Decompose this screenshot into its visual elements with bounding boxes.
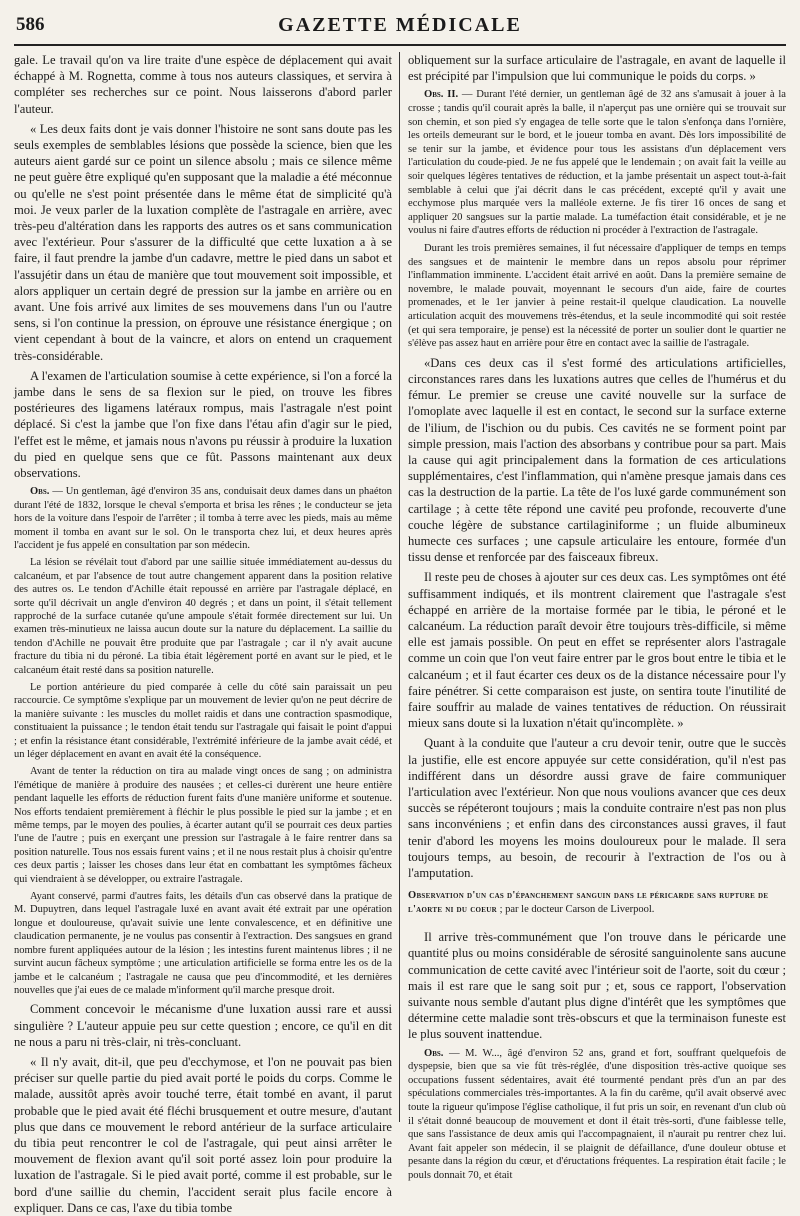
observation-paragraph: La lésion se révélait tout d'abord par une saillie située immédiatement au-dessus du calcanéum, et par l'absence de tout autre changement apparent dans la position relative des autres os. Le tendon d'Achille était repoussé en arrière par l'astragale déplacé, en sorte qu'il décrivait un angle d'environ 40 degrés ; et dans un point, il s'était tellement rapproché de la surface cutanée qu'une ampoule s'était formée directement sur lui. Un examen très-minutieux ne laissa aucun doute sur la nature du déplacement. La saillie du tendon d'Achille ne pouvait être produite que par l'astragale ; car il n'y avait aucune fracture du tibia ni du péroné. La tibia était légèrement porté en avant sur le pied, et le calcanéum était resté dans sa position naturelle. [14,557,392,676]
paragraph: A l'examen de l'articulation soumise à cette expérience, si l'on a forcé la jambe dans le sens de sa flexion sur le pied, on trouve les fibres postérieures des ligamens latéraux rompus, mais l'astragale n'est point déplacé. Si c'est la jambe que l'on fixe dans l'étau afin d'agir sur le pied, l'effet est le même, et jamais nous n'avons pu réussir à produire la luxation du pied en quelque sens que ce fût. Passons maintenant aux deux observations. [14,368,392,481]
journal-title: GAZETTE MÉDICALE [278,14,522,36]
article-title [408,889,786,917]
page-number: 586 [16,14,45,35]
paragraph: obliquement sur la surface articulaire de l'astragale, en avant de laquelle il est précipité par l'impulsion que lui communique le poids du corps. » [408,53,786,84]
observation-label: Obs. II. [424,89,459,101]
paragraph: «Dans ces deux cas il s'est formé des articulations artificielles, circonstances rares dans les luxations autres que celles de l'humérus et du fémur. Le premier se creuse une cavité nouvelle sur la surface de l'omoplate avec laquelle il est en contact, le second sur la surface externe de l'ilium, de l'ischion ou du pubis. Ces cavités ne se forment point par simple pression, mais l'action des absorbans y contribue pour sa part. Mais la cause qui agit principalement dans la formation de ces articulations supplémentaires, c'est l'inflammation, qui n'amène presque jamais dans ces cas la destruction de la partie. La tête de l'os luxé garde communément son cartilage ; à cette tête répond une cavité peu profonde, recouverte d'une couche légère de substance cartilaginiforme ; un fluide albumineux humecte ces surfaces ; une capsule articulaire les entoure, formée d'un tissu dense et renforcée par des faisceaux fibreux. [408,355,786,565]
paragraph: « Il n'y avait, dit-il, que peu d'ecchymose, et l'on ne pouvait pas bien préciser sur quelle partie du pied avait porté le poids du corps. Comme le malade, aussitôt après avoir touché terre, était tombé en avant, il parut probable que le pied avait été fléchi brusquement et outre mesure, d'autant plus que dans ce mouvement le rebord antérieur de la surface articulaire du tibia peut rencontrer le col de l'astragale, qui peut ainsi arrêter le mouvement de flexion avant qu'il soit porté assez loin pour produire la luxation de l'astragale. Si le pied avait porté, comme il est probable, sur le bord d'une saillie du chemin, l'accident serait plus facile encore à expliquer. Dans ce cas, l'axe du tibia tombe [14,1054,392,1215]
observation-paragraph [408,1047,786,1183]
article-title-heading: Observation d'un cas d'épanchement sanguin dans le péricarde sans rupture de l'aorte ni du coeur [408,890,769,916]
paragraph: Comment concevoir le mécanisme d'une luxation aussi rare et aussi singulière ? L'auteur appuie peu sur cette question ; encore, ce qu'il en dit ne nous a paru ni très-clair, ni très-concluant. [14,1002,392,1049]
observation-text: — M. W..., âgé d'environ 52 ans, grand et fort, souffrant quelquefois de dyspepsie, bien que sa vie fût très-réglée, d'une disposition très-active quoique ses occupations fussent sédentaires, avait été tourmenté pendant près d'un an par des spéculations commerciales très-importantes. A la fin du carême, qu'il avait observé avec toute la rigueur qu'impose l'église catholique, il fut pris un soir, en revenant d'un club où il s'était donné beaucoup de mouvement et dont il était très-sorti, d'une faiblesse telle, que sans l'assistance de deux amis qui l'accompagnaient, il n'aurait pu rentrer chez lui. Avant fait appeler son médecin, il se plaignit de défaillance, d'une douleur obtuse et pesante dans la région du cœur, et d'éructations fréquentes. La respiration était facile ; le pouls donnait 70, et était [408,1047,786,1181]
observation-text: — Un gentleman, âgé d'environ 35 ans, conduisait deux dames dans un phaéton durant l'été de 1832, lorsque le cheval s'emporta et brisa les rênes ; le conducteur se jeta hors de la voiture dans l'espoir de l'arrêter ; il tomba à terre avec les pieds, mais au même moment il tomba en avant sur le sol. On le transporta chez lui, et deux heures après l'accident je fus appelé en consultation par son médecin. [14,486,392,551]
paragraph: gale. Le travail qu'on va lire traite d'une espèce de déplacement qui avait échappé à M. Rognetta, comme à tous nos auteurs classiques, et servira à compléter ses recherches sur ce point. Nous laisserons d'abord parler l'auteur. [14,53,392,116]
header-rule [14,44,786,46]
observation-paragraph [408,88,786,238]
left-column [14,52,392,1215]
paragraph: Il arrive très-communément que l'on trouve dans le péricarde une quantité plus ou moins considérable de sérosité sanguinolente sans aucune communication de cette cavité avec l'intérieur soit de l'aorte, soit du cœur ; mais il est rare que le sang soit pur ; et, sous ce rapport, l'observation suivante nous semble d'autant plus digne d'intérêt que les symptômes que détermine cette maladie sont très-obscurs et que la terminaison funeste est le plus souvent inattendue. [408,930,786,1042]
observation-paragraph: Le portion antérieure du pied comparée à celle du côté sain paraissait un peu raccourcie. Ce symptôme s'explique par un mouvement de levier qu'on ne peut décrire de la manière suivante : les muscles du mollet raidis et dans une contraction spasmodique, constituaient la puissance ; le tendon était tendu sur l'astragale qui faisait le point d'appui ; et enfin la résistance étant considérable, l'extrémité inférieure de la jambe avait cédé, et un léger déplacement en avant en avait été la conséquence. [14,681,392,760]
paragraph: Il reste peu de choses à ajouter sur ces deux cas. Les symptômes ont été suffisamment indiqués, et ils montrent clairement que l'astragale s'est échappé en arrière de la mortaise formée par le tibia, le péroné et le calcanéum. La réduction paraît devoir être toujours très-difficile, si même elle est jamais possible. On peut en effet se représenter alors l'astragale comme un coin que l'on veut faire entrer par le gros bout entre le tibia et le calcanéum ; et il faut écarter ces deux os de la distance nécessaire pour l'y faire pénétrer. Si cette comparaison est juste, on sentira toute l'inutilité de faire souffrir au malade de vaines tentatives de réduction. On réussirait mieux sans doute si la luxation n'était qu'incomplète. » [408,570,786,731]
right-column [408,52,786,1181]
paragraph: « Les deux faits dont je vais donner l'histoire ne sont sans doute pas les seuls exemples de semblables lésions que possède la science, bien que les auteurs aient gardé sur ce point un silence absolu ; mais ce silence même ne peut guère être expliqué qu'en supposant que la maladie a été méconnue ou qu'elle ne s'est point présentée dans le même état de simplicité qu'à moi. Je veux parler de la luxation complète de l'astragale en arrière, avec très-peu d'altération dans les rapports des autres os et sans communication avec l'extérieur. Pour s'assurer de la difficulté que cette luxation a à se faire, il faut prendre la jambe d'un cadavre, mettre le pied dans un sabot et l'assujétir dans un étau de manière que tout mouvement soit impossible, et alors appliquer un certain degré de pression sur la jambe en arrière ou en avant. Une fois arrivé aux limites de ses mouvemens dans l'un ou l'autre sens, si l'on continue la pression, on éprouve une résistance énergique ; on vient cependant à bout de la vaincre, et alors on entend un craquement très-considérable. [14,121,392,363]
observation-paragraph [14,485,392,552]
column-divider [399,52,400,1122]
observation-paragraph: Ayant conservé, parmi d'autres faits, les détails d'un cas observé dans la pratique de M. Dupuytren, dans lequel l'astragale luxé en avant avait été extrait par une opération longue et douloureuse, qu'avait suivie une lente convalescence, et en définitive une claudication permanente, je ne voulus pas consentir à l'extraction. Des sangsues en grand nombre furent appliquées autour de la lésion ; les intestins furent maintenus libres ; il ne survint aucun fâcheux symptôme ; une articulation artificielle se forma entre les os de la jambe et le calcanéum ; l'astragale ne causa que peu d'incommodité, et les dernières nouvelles que j'ai eues de ce malade m'informent qu'il marche presque droit. [14,891,392,996]
observation-paragraph: Avant de tenter la réduction on tira au malade vingt onces de sang ; on administra l'émétique de manière à produire des nausées ; et celles-ci durèrent une heure entière pendant laquelle les efforts de réduction furent faits d'une manière uniforme et soutenue. Nos efforts tendaient premièrement à fléchir le plus possible le pied sur la jambe ; et en même temps, par le moyen des poulies, à écarter autant qu'il se pourrait ces deux parties l'une de l'autre ; puis en exerçant une pression sur l'astragale à le faire rentrer dans sa position naturelle. Tous nos essais furent vains ; et il ne nous restait plus à choisir qu'entre ces deux partis ; laisser les choses dans leur état en combattant les symptômes fâcheux qui viendraient à se développer, ou extraire l'astragale. [14,766,392,885]
observation-paragraph: Durant les trois premières semaines, il fut nécessaire d'appliquer de temps en temps des sangsues et de maintenir le membre dans un repos absolu pour réprimer l'inflammation imminente. L'accident était arrivé en août. Dans la première semaine de novembre, le malade pouvait, moyennant le secours d'un aide, faire de courtes promenades, et le 1er janvier à peine restait-il quelque claudication. La nouvelle articulation acquit des mouvemens très-étendus, et la seule incommodité qui soit restée (et qui sera temporaire, je pense) est la nécessité de porter un soulier dont le quartier ne s'élève pas assez haut en arrière pour être en contact avec la saillie de l'astragale. [408,242,786,350]
observation-label: Obs. [30,486,50,498]
observation-label: Obs. [424,1047,444,1059]
paragraph: Quant à la conduite que l'auteur a cru devoir tenir, outre que le succès la justifie, elle est encore appuyée sur cette considération, qu'il n'est pas indifférent dans un désordre aussi grave de faire communiquer l'articulation avec l'extérieur. Non que nous voulions avancer que ces deux succès se répéteront toujours ; mais la conduite contraire n'est pas non plus sans inconvéniens ; et enfin dans des circonstances aussi graves, il faut tenir d'abord les moyens les moins douloureux pour le malade. Il sera toujours temps, au besoin, de recourir à l'extraction de l'os ou à l'amputation. [408,736,786,880]
page-header [14,14,786,44]
observation-text: — Durant l'été dernier, un gentleman âgé de 32 ans s'amusait à jouer à la crosse ; tandis qu'il courait après la balle, il n'aperçut pas une ornière qui se trouvait sur son chemin, et son pied s'y engagea de telle sorte que le talon s'enfonça dans l'ornière, les orteils demeurant sur le bord, et le joueur tomba en avant. Dès lors impossibilité de se tenir sur la jambe, et évidence pour tous les assistans d'un déplacement vers l'articulation du coude-pied. Je ne fus appelé que le lendemain ; on avait fait la veille au soir quelques légères tentatives de réduction, et la jambe présentait un aspect tout-à-fait semblable à celui que j'ai décrit dans le cas précédent, excepté qu'il y avait une ecchymose plus marquée vers la malléole externe. Je fis tirer 16 onces de sang et appliquer 20 sangsues sur la partie malade. La tuméfaction était considérable, et je ne voulus ni faire d'autres efforts de réduction ni procéder à l'extraction de l'astragale. [408,89,786,237]
article-title-author: ; par le docteur Carson de Liverpool. [496,904,655,916]
